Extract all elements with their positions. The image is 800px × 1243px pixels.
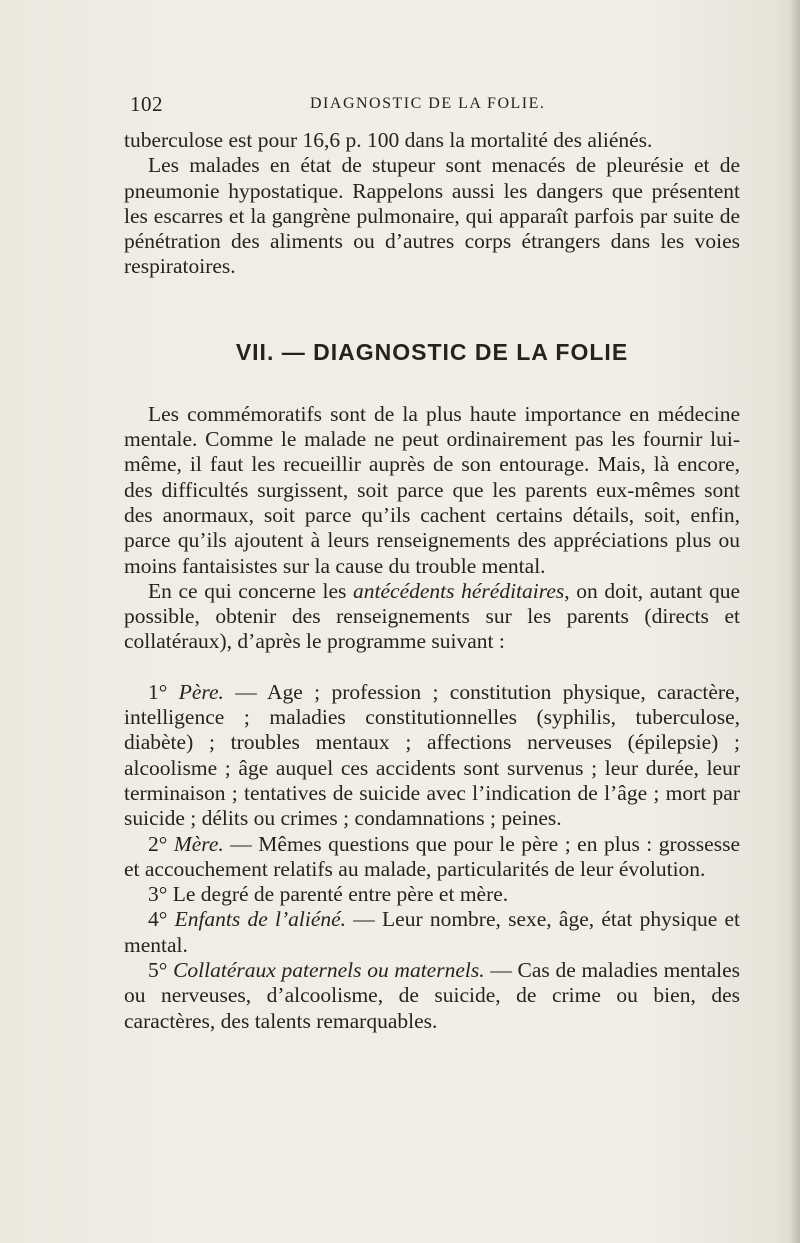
item-label: Enfants de l’aliéné. bbox=[174, 907, 347, 932]
page-number: 102 bbox=[130, 92, 163, 116]
list-item-pere bbox=[124, 680, 740, 832]
item-text: — Mêmes questions que pour le père ; en plus : grossesse et accouchement relatifs au malade, particularités de leur évolution. bbox=[124, 831, 740, 881]
paragraph-complications: Les malades en état de stupeur sont menacés de pleurésie et de pneumonie hypostatique. Rappelons aussi les dangers que présentent les escarres et la gangrène pulmonaire, qui apparaît parfois par suite de pénétration des aliments ou d’autres corps étrangers dans les voies respiratoires. bbox=[124, 153, 740, 279]
list-item-mere bbox=[124, 832, 740, 883]
item-number: 4° bbox=[148, 907, 175, 932]
item-label: Collatéraux paternels ou maternels. bbox=[173, 958, 485, 983]
paragraph-antecedents bbox=[124, 579, 740, 655]
antecedents-italic: antécédents héréditaires bbox=[353, 578, 565, 603]
list-item-collateraux bbox=[124, 958, 740, 1034]
paragraph-commemoratifs: Les commémoratifs sont de la plus haute importance en médecine mentale. Comme le malade ne peut ordinairement pas les fournir lui-même, il faut les recueillir auprès de son entourage. Mais, là encore, des difficultés surgissent, soit parce que les parents eux-mêmes sont des anormaux, soit parce qu’ils cachent certains détails, soit, enfin, parce qu’ils ajoutent à leurs renseignements des appréciations plus ou moins fantaisistes sur la cause du trouble mental. bbox=[124, 401, 740, 578]
spacer bbox=[124, 655, 740, 680]
item-text: Le degré de parenté entre père et mère. bbox=[172, 882, 509, 907]
list-item-enfants bbox=[124, 907, 740, 958]
antecedents-text-start: En ce qui concerne les bbox=[148, 578, 354, 603]
item-number: 3° bbox=[148, 882, 173, 907]
page-header bbox=[124, 92, 740, 122]
list-item-parente bbox=[124, 882, 740, 907]
item-number: 1° bbox=[148, 679, 179, 704]
page-body bbox=[124, 128, 740, 1034]
section-title: VII. — DIAGNOSTIC DE LA FOLIE bbox=[235, 338, 629, 365]
item-text: — Cas de maladies mentales ou nerveuses, d’alcoolisme, de suicide, de crime ou bien, des caractères, des talents remarquables. bbox=[124, 958, 741, 1033]
running-head: DIAGNOSTIC DE LA FOLIE. bbox=[310, 95, 546, 112]
page-edge-shadow bbox=[790, 0, 800, 1243]
item-number: 5° bbox=[148, 958, 174, 983]
item-label: Père. bbox=[178, 679, 224, 704]
item-label: Mère. bbox=[173, 831, 224, 856]
item-text: — Age ; profession ; constitution physique, caractère, intelligence ; maladies constitutionnelles (syphilis, tuberculose, diabète) ; troubles mentaux ; affections nerveuses (épilepsie) ; alcoolisme ; âge auquel ces accidents sont survenus ; leur durée, leur terminaison ; tentatives de suicide avec l’indication de l’âge ; mort par suicide ; délits ou crimes ; condamnations ; peines. bbox=[124, 679, 741, 831]
antecedents-text-end: , on doit, autant que possible, obtenir des renseignements sur les parents (directs et collatéraux), d’après le programme suivant : bbox=[124, 578, 740, 654]
paragraph-continuation: tuberculose est pour 16,6 p. 100 dans la mortalité des aliénés. bbox=[124, 128, 653, 152]
item-number: 2° bbox=[148, 831, 174, 856]
item-text: — Leur nombre, sexe, âge, état physique et mental. bbox=[124, 907, 740, 957]
